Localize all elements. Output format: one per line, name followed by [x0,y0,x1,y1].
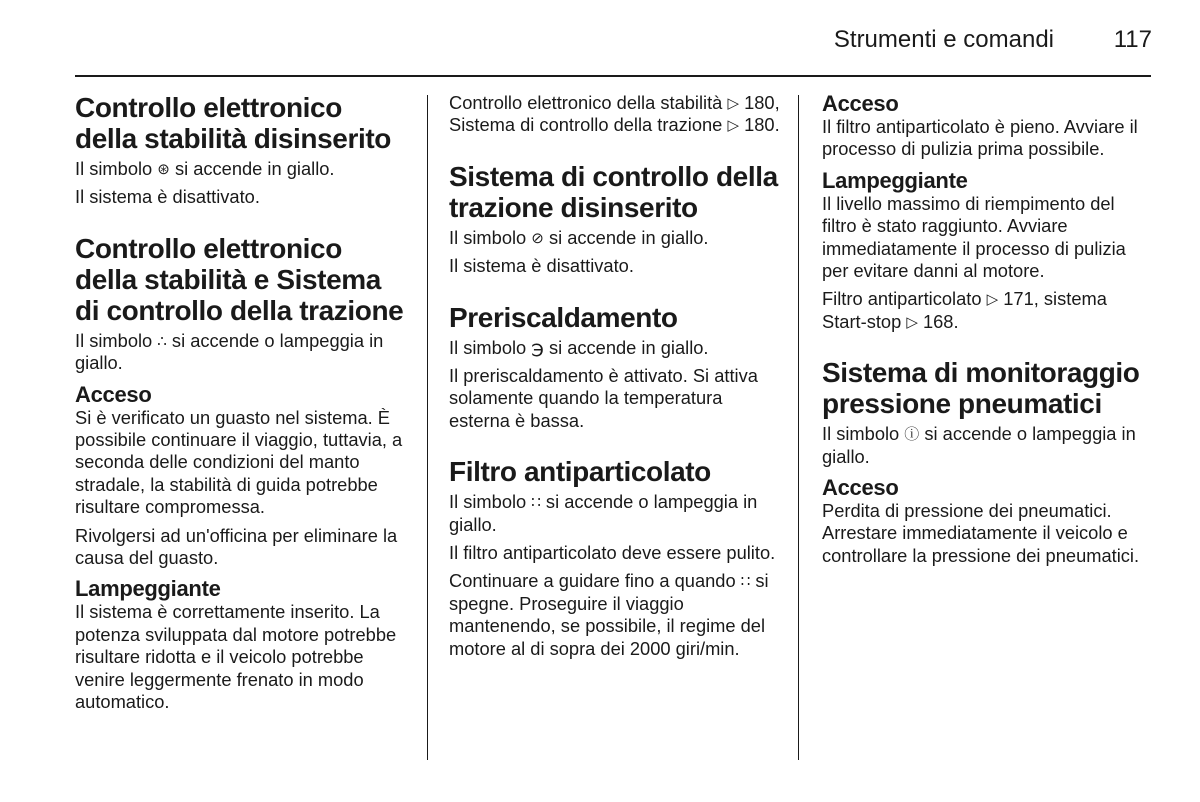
cross-reference: Filtro antiparticolato ▷ 171, sistema Start-stop ▷ 168. [822,288,1107,332]
paragraph: Continuare a guidare fino a quando ∷ si spegne. Proseguire il viaggio mantenendo, se possibile, il regime del motore al di sopra dei 2000 giri/min. [449,570,769,659]
section-title-dpf: Filtro antiparticolato [449,456,711,488]
running-header-title: Strumenti e comandi [833,26,1054,53]
column-divider-2 [798,95,799,760]
tire-pressure-icon: ⓘ [904,426,920,444]
section-title-tpms: Sistema di monitoraggio pressione pneumatici [822,357,1140,420]
paragraph: Il simbolo ∴ si accende o lampeggia in giallo. [75,329,384,374]
column-2 [449,92,784,666]
paragraph: Il sistema è disattivato. [449,255,634,277]
header-divider [75,75,1151,77]
subsection-title-acceso: Acceso [822,91,899,116]
section-title-preheat: Preriscaldamento [449,301,678,333]
column-divider-1 [427,95,428,760]
subsection-title-lampeggiante: Lampeggiante [75,576,221,602]
paragraph: Il simbolo ∷ si accende o lampeggia in giallo. [449,491,758,535]
paragraph: Il filtro antiparticolato è pieno. Avviare il processo di pulizia prima possibile. [822,116,1138,160]
esc-off-icon: ⊛ [157,161,170,178]
glow-plug-icon: ℈ [531,337,544,358]
paragraph: Il sistema è correttamente inserito. La potenza sviluppata dal motore potrebbe risultare ridotta e il veicolo potrebbe venire leggermente frenato in modo automatico. [75,601,397,713]
paragraph: Il preriscaldamento è attivato. Si attiva solamente quando la temperatura esterna è bassa. [449,365,758,431]
particulate-filter-icon: ∷ [531,494,541,512]
esc-warning-icon: ∴ [157,332,167,350]
paragraph: Il filtro antiparticolato deve essere pulito. [449,542,776,564]
particulate-filter-icon: ∷ [740,573,751,591]
subsection-title-acceso: Acceso [75,381,152,407]
subsection-title-acceso: Acceso [822,475,899,501]
page-number: 117 [1113,26,1152,53]
page-reference-arrow-icon: ▷ [727,117,739,135]
subsection-title-lampeggiante: Lampeggiante [822,167,968,193]
page-reference-arrow-icon: ▷ [727,95,739,112]
paragraph: Si è verificato un guasto nel sistema. È possibile continuare il viaggio, tuttavia, a seconda delle condizioni del manto stradale, la stabilità di guida potrebbe risultare compromessa. [75,406,403,518]
paragraph: Il livello massimo di riempimento del filtro è stato raggiunto. Avviare immediatamente il processo di pulizia per evitare danni al motore. [822,192,1126,282]
paragraph: Il sistema è disattivato. [75,186,260,208]
section-title-esc-tc: Controllo elettronico della stabilità e Sistema di controllo della trazione [75,232,404,326]
column-3 [822,92,1152,573]
column-1 [75,92,410,720]
page-reference-arrow-icon: ▷ [986,291,999,309]
cross-reference: Controllo elettronico della stabilità ▷ 180, Sistema di controllo della trazione ▷ 180. [449,92,780,136]
paragraph: Il simbolo ℈ si accende in giallo. [449,336,709,358]
paragraph: Il simbolo ⓘ si accende o lampeggia in giallo. [822,423,1136,467]
paragraph: Perdita di pressione dei pneumatici. Arrestare immediatamente il veicolo e controllare la pressione dei pneumatici. [822,500,1140,566]
page-reference-arrow-icon: ▷ [906,313,918,331]
paragraph: Il simbolo ⊛ si accende in giallo. [75,158,335,179]
traction-control-off-icon: ⊘ [531,229,544,247]
section-title-esc-off: Controllo elettronico della stabilità disinserito [75,92,391,154]
paragraph: Rivolgersi ad un'officina per eliminare la causa del guasto. [75,524,398,569]
section-title-tc-off: Sistema di controllo della trazione disinserito [449,160,778,223]
paragraph: Il simbolo ⊘ si accende in giallo. [449,226,709,248]
